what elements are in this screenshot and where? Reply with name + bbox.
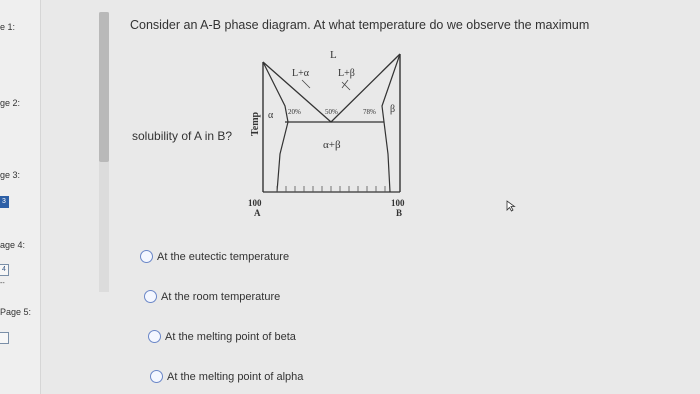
right-axis-label: B: [396, 208, 403, 218]
label-78pct: 78%: [363, 108, 376, 116]
radio-melting-beta[interactable]: [148, 330, 161, 343]
option-melting-beta[interactable]: [148, 330, 296, 343]
option-eutectic[interactable]: [140, 250, 289, 263]
label-L-beta: L+β: [338, 68, 355, 79]
option-melting-alpha[interactable]: [150, 370, 303, 383]
radio-melting-alpha[interactable]: [150, 370, 163, 383]
label-L: L: [330, 49, 337, 61]
left-axis-label: A: [254, 208, 261, 218]
option-room-temp[interactable]: [144, 290, 280, 303]
label-alpha-beta: α+β: [323, 139, 341, 151]
label-L-alpha: L+α: [292, 68, 309, 79]
label-20pct: 20%: [288, 108, 301, 116]
label-50pct: 50%: [325, 108, 338, 116]
option-melting-alpha-label: At the melting point of alpha: [167, 370, 304, 383]
question-text: Consider an A-B phase diagram. At what temperature do we observe the maximum: [130, 18, 590, 32]
page-5-badge[interactable]: [0, 332, 9, 344]
mouse-cursor-icon: [506, 200, 516, 212]
label-beta: β: [390, 104, 396, 115]
page-4-badge[interactable]: 4: [0, 264, 9, 276]
radio-eutectic[interactable]: [140, 250, 153, 263]
nav-page-2[interactable]: ge 2:: [0, 98, 21, 108]
nav-page-1[interactable]: e 1:: [0, 22, 16, 32]
axis-temp-label: Temp: [250, 111, 261, 136]
option-eutectic-label: At the eutectic temperature: [157, 250, 290, 263]
nav-page-3[interactable]: ge 3:: [0, 170, 21, 180]
page-navigation: [0, 0, 41, 394]
label-alpha: α: [268, 110, 274, 121]
radio-room-temp[interactable]: [144, 290, 157, 303]
option-room-temp-label: At the room temperature: [161, 290, 281, 303]
nav-page-5[interactable]: Page 5:: [0, 307, 32, 317]
page-4-dash: --: [0, 280, 5, 287]
nav-page-4[interactable]: age 4:: [0, 240, 26, 250]
right-axis-value: 100: [391, 198, 405, 208]
phase-diagram: [230, 44, 440, 234]
scrollbar-thumb[interactable]: [99, 12, 109, 162]
question-text-continued: solubility of A in B?: [132, 129, 233, 143]
left-axis-value: 100: [248, 198, 262, 208]
option-melting-beta-label: At the melting point of beta: [165, 330, 296, 343]
page-3-badge[interactable]: 3: [0, 196, 9, 208]
